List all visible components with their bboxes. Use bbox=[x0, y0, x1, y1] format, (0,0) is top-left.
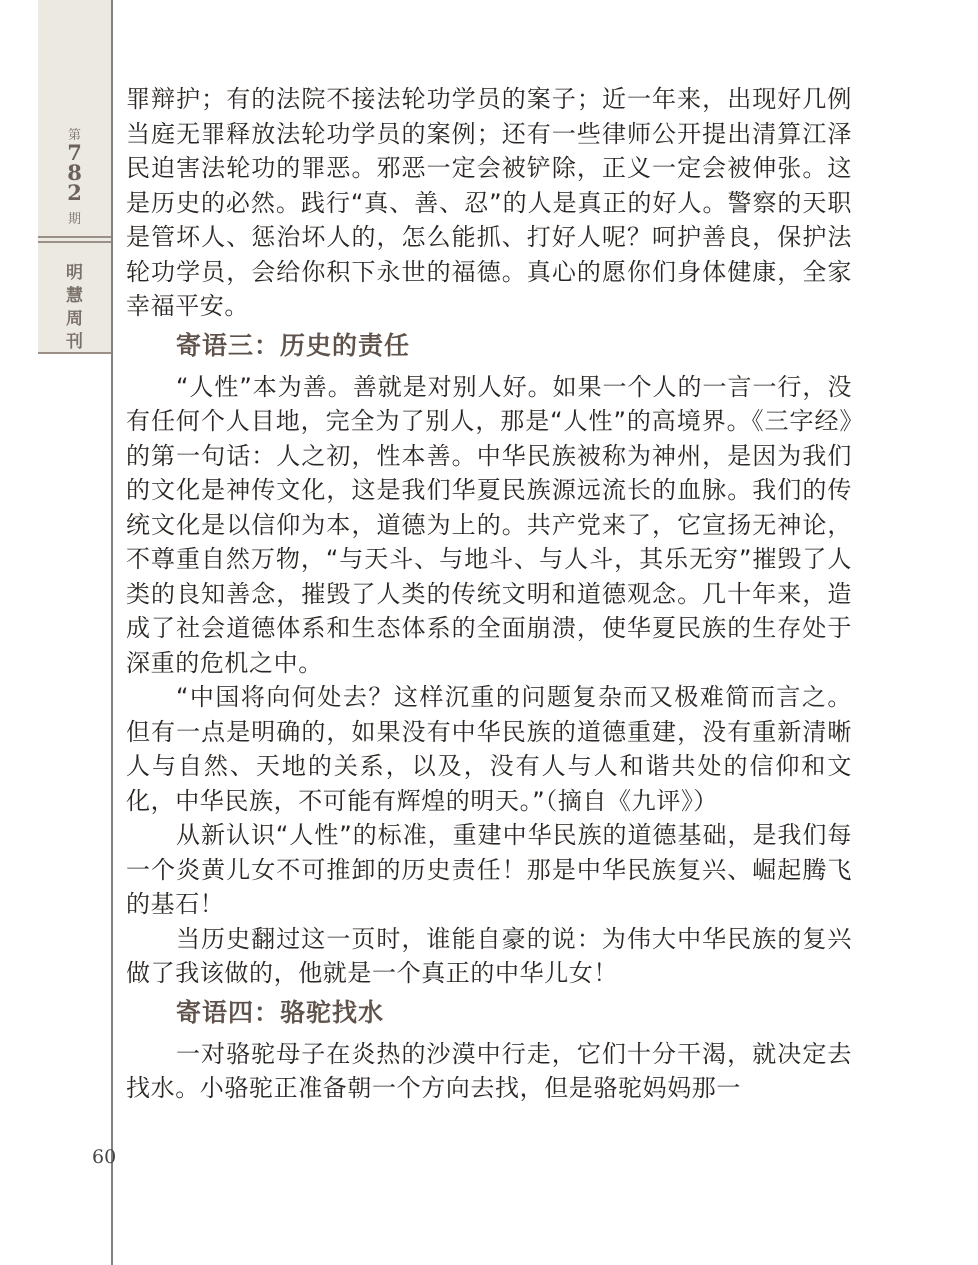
issue-digit: 7 bbox=[67, 140, 82, 165]
publication-char: 周 bbox=[66, 309, 83, 329]
margin-rule bbox=[111, 0, 113, 1265]
article-body bbox=[126, 82, 852, 1106]
paragraph: “人性”本为善。善就是对别人好。如果一个人的一言一行，没有任何个人目地，完全为了别人，那是“人性”的高境界。《三字经》的第一句话：人之初，性本善。中华民族被称为神州，是因为我们的文化是神传文化，这是我们华夏民族源远流长的血脉。我们的传统文化是以信仰为本，道德为上的。共产党来了，它宣扬无神论，不尊重自然万物，“与天斗、与地斗、与人斗，其乐无穷”摧毁了人类的良知善念，摧毁了人类的传统文明和道德观念。几十年来，造成了社会道德体系和生态体系的全面崩溃，使华夏民族的生存处于深重的危机之中。 bbox=[126, 372, 852, 677]
publication-name bbox=[38, 262, 111, 354]
tab-divider bbox=[38, 241, 111, 243]
paragraph: 当历史翻过这一页时，谁能自豪的说：为伟大中华民族的复兴做了我该做的，他就是一个真正的中华儿女！ bbox=[126, 924, 852, 987]
paragraph: 罪辩护；有的法院不接法轮功学员的案子；近一年来，出现好几例当庭无罪释放法轮功学员的案例；还有一些律师公开提出清算江泽民迫害法轮功的罪恶。邪恶一定会被铲除，正义一定会被伸张。这是历史的必然。践行“真、善、忍”的人是真正的好人。警察的天职是管坏人、惩治坏人的，怎么能抓、打好人呢？呵护善良，保护法轮功学员，会给你积下永世的福德。真心的愿你们身体健康，全家幸福平安。 bbox=[126, 85, 852, 320]
publication-char: 明 bbox=[66, 263, 83, 283]
issue-prefix: 第 bbox=[67, 128, 81, 143]
page-number: 60 bbox=[92, 1146, 117, 1168]
issue-digit: 2 bbox=[67, 180, 82, 205]
section-heading: 寄语四：骆驼找水 bbox=[176, 997, 385, 1027]
paragraph: 从新认识“人性”的标准，重建中华民族的道德基础，是我们每一个炎黄儿女不可推卸的历史责任！那是中华民族复兴、崛起腾飞的基石！ bbox=[126, 821, 852, 918]
paragraph: “中国将向何处去？这样沉重的问题复杂而又极难简而言之。但有一点是明确的，如果没有中华民族的道德重建，没有重新清晰人与自然、天地的关系，以及，没有人与人和谐共处的信仰和文化，中华民族，不可能有辉煌的明天。”（摘自《九评》） bbox=[126, 683, 852, 815]
publication-char: 慧 bbox=[66, 286, 83, 306]
tab-divider bbox=[38, 236, 111, 238]
publication-char: 刊 bbox=[66, 332, 83, 352]
section-heading: 寄语三：历史的责任 bbox=[176, 330, 411, 360]
issue-suffix: 期 bbox=[67, 212, 81, 227]
paragraph: 一对骆驼母子在炎热的沙漠中行走，它们十分干渴，就决定去找水。小骆驼正准备朝一个方向去找，但是骆驼妈妈那一 bbox=[126, 1039, 852, 1102]
issue-digit: 8 bbox=[67, 160, 82, 185]
issue-number bbox=[38, 140, 111, 205]
